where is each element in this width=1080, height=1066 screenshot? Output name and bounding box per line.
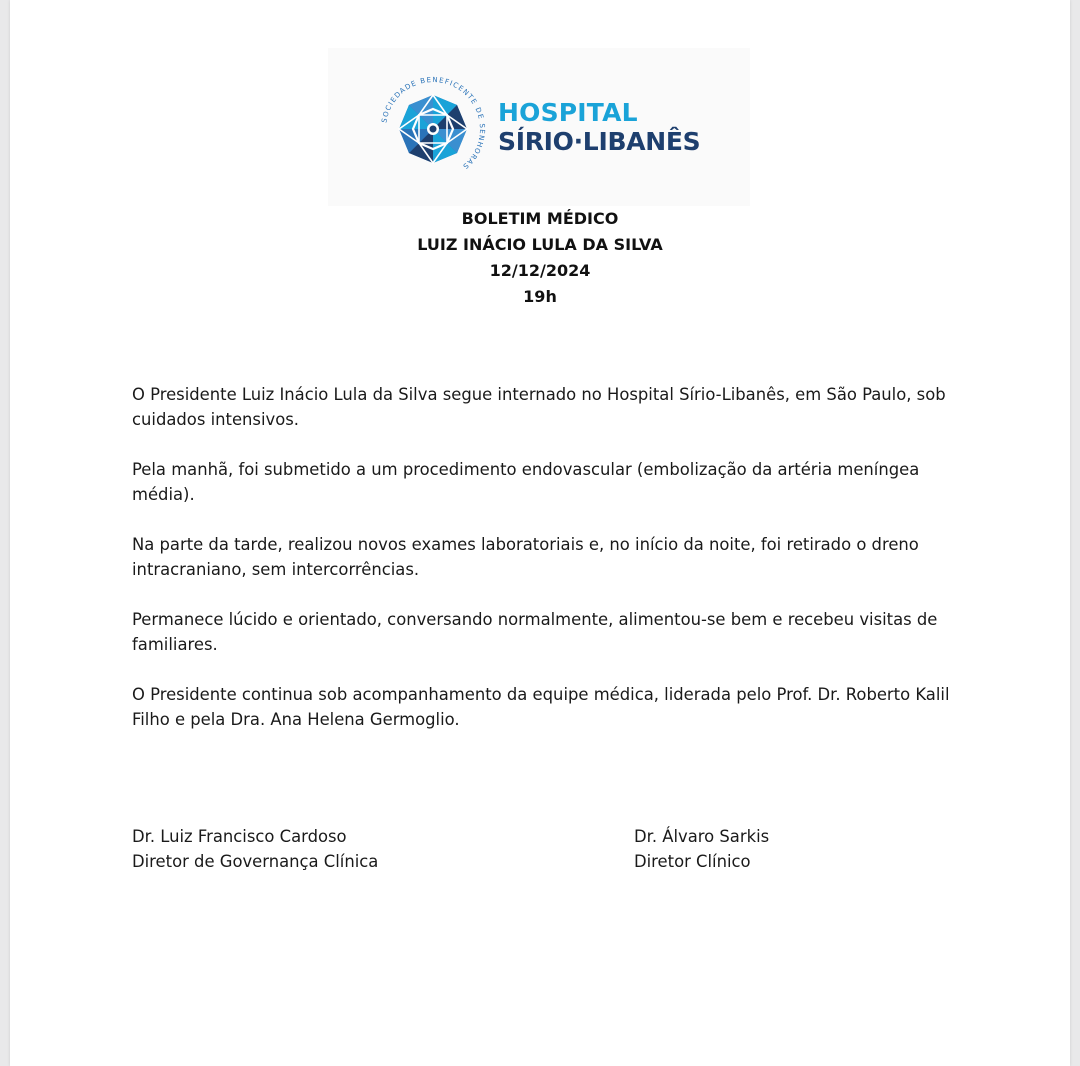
- signatory-name: Dr. Álvaro Sarkis: [634, 827, 770, 846]
- logo-ring-text: SOCIEDADE BENEFICENTE DE SENHORAS: [380, 75, 487, 171]
- hospital-emblem-icon: [378, 74, 488, 184]
- logo-wordmark: [498, 100, 700, 154]
- signature-block-left: [132, 824, 378, 874]
- signatory-name: Dr. Luiz Francisco Cardoso: [132, 827, 347, 846]
- paragraph: Na parte da tarde, realizou novos exames laboratoriais e, no início da noite, foi retirado o dreno intracraniano, sem intercorrências.: [132, 535, 919, 579]
- paragraph: O Presidente Luiz Inácio Lula da Silva segue internado no Hospital Sírio-Libanês, em São Paulo, sob cuidados intensivos.: [132, 385, 946, 429]
- signatory-role: Diretor de Governança Clínica: [132, 852, 379, 871]
- signature-block-right: [634, 824, 769, 874]
- bulletin-body: [132, 382, 954, 757]
- signatory-role: Diretor Clínico: [634, 852, 751, 871]
- hospital-logo: [328, 48, 750, 206]
- bulletin-heading: [10, 206, 1070, 310]
- logo-sirio-libanes-label: SÍRIO·LIBANÊS: [498, 127, 701, 156]
- paragraph: Pela manhã, foi submetido a um procedimento endovascular (embolização da artéria meníngea média).: [132, 460, 920, 504]
- paragraph: Permanece lúcido e orientado, conversando normalmente, alimentou-se bem e recebeu visitas de familiares.: [132, 610, 938, 654]
- paragraph: O Presidente continua sob acompanhamento da equipe médica, liderada pelo Prof. Dr. Roberto Kalil Filho e pela Dra. Ana Helena Germoglio.: [132, 685, 950, 729]
- logo-hospital-label: HOSPITAL: [498, 98, 638, 127]
- bulletin-date: 12/12/2024: [489, 261, 591, 280]
- document-page: [10, 0, 1070, 1066]
- patient-name: LUIZ INÁCIO LULA DA SILVA: [417, 235, 663, 254]
- bulletin-title: BOLETIM MÉDICO: [461, 209, 619, 228]
- bulletin-time: 19h: [523, 287, 557, 306]
